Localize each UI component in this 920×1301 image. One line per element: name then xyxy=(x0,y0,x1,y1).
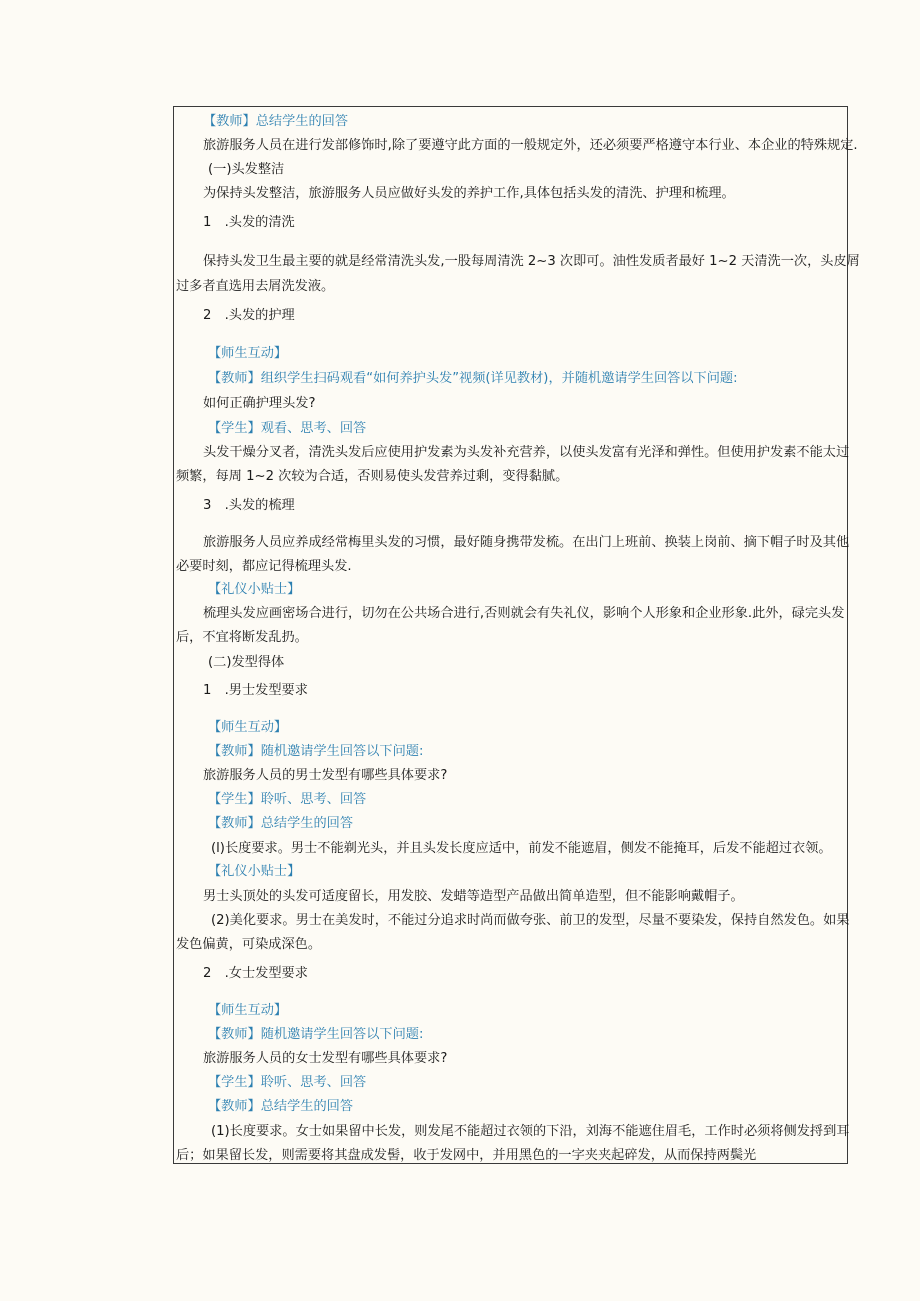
text-line-0: 【教师】总结学生的回答 xyxy=(203,114,349,129)
text-line-3: 为保持头发整洁，旅游服务人员应做好头发的养护工作,具体包括头发的清洗、护理和梳理。 xyxy=(203,186,735,201)
text-line-8: 【师生互动】 xyxy=(208,346,288,361)
text-line-25: 【学生】聆听、思考、回答 xyxy=(208,792,367,807)
text-line-31: 发色偏黄，可染成深色。 xyxy=(176,937,322,952)
text-line-35: 旅游服务人员的女士发型有哪些具体要求? xyxy=(203,1051,448,1066)
text-line-20: (二)发型得体 xyxy=(208,655,285,670)
text-line-30: (2)美化要求。男士在美发时，不能过分追求时尚而做夸张、前卫的发型，尽量不要染发，保持自然发色。如果 xyxy=(211,913,850,928)
text-line-29: 男士头顶处的头发可适度留长，用发胶、发蜡等造型产品做出简单造型，但不能影响戴帽子。 xyxy=(203,889,744,904)
text-line-7: 2 .头发的护理 xyxy=(203,308,295,323)
text-line-23: 【教师】随机邀请学生回答以下问题: xyxy=(208,744,424,759)
text-line-9: 【教师】组织学生扫码观看“如何养护头发”视频(详见教材)，并随机邀请学生回答以下问题: xyxy=(208,371,738,386)
text-line-15: 旅游服务人员应养成经常梅里头发的习惯，最好随身携带发梳。在出门上班前、换装上岗前、摘下帽子时及其他 xyxy=(203,535,850,550)
text-line-19: 后，不宜将断发乱扔。 xyxy=(176,630,308,645)
text-line-22: 【师生互动】 xyxy=(208,720,288,735)
text-line-28: 【礼仪小贴士】 xyxy=(208,864,301,879)
text-line-32: 2 .女士发型要求 xyxy=(203,966,308,981)
text-line-4: 1 .头发的清洗 xyxy=(203,215,295,230)
text-line-33: 【师生互动】 xyxy=(208,1003,288,1018)
text-line-10: 如何正确护理头发? xyxy=(203,396,316,411)
text-line-2: (一)头发整洁 xyxy=(208,162,285,177)
text-line-37: 【教师】总结学生的回答 xyxy=(208,1099,354,1114)
text-line-21: 1 .男士发型要求 xyxy=(203,683,308,698)
text-line-27: (l)长度要求。男士不能剃光头，并且头发长度应适中，前发不能遮眉，侧发不能掩耳，后发不能超过衣领。 xyxy=(211,841,832,856)
text-line-18: 梳理头发应画密场合进行，切勿在公共场合进行,否则就会有失礼仪，影响个人形象和企业形象.此外，碌完头发 xyxy=(203,606,845,621)
text-line-36: 【学生】聆听、思考、回答 xyxy=(208,1075,367,1090)
text-line-24: 旅游服务人员的男士发型有哪些具体要求? xyxy=(203,768,448,783)
text-line-26: 【教师】总结学生的回答 xyxy=(208,816,354,831)
text-line-17: 【礼仪小贴士】 xyxy=(208,582,301,597)
text-line-34: 【教师】随机邀请学生回答以下问题: xyxy=(208,1027,424,1042)
text-line-5: 保持头发卫生最主要的就是经常清洗头发,一股每周清洗 2~3 次即可。油性发质者最好 1~2 天清洗一次，头皮屑 xyxy=(203,254,860,269)
text-line-16: 必要时刻，都应记得梳理头发. xyxy=(176,559,352,574)
text-line-6: 过多者直选用去屑洗发液。 xyxy=(176,279,335,294)
text-line-38: (1)长度要求。女士如果留中长发，则发尾不能超过衣领的下沿，刘海不能遮住眉毛，工作时必须将侧发捋到耳 xyxy=(211,1124,850,1139)
text-line-1: 旅游服务人员在进行发部修饰时,除了要遵守此方面的一般规定外，还必须要严格遵守本行业、本企业的特殊规定. xyxy=(203,138,858,153)
text-line-11: 【学生】观看、思考、回答 xyxy=(208,421,367,436)
text-line-39: 后；如果留长发，则需要将其盘成发髻，收于发网中，并用黑色的一字夹夹起碎发，从而保持两鬓光 xyxy=(176,1148,757,1163)
text-line-13: 频繁，每周 1~2 次较为合适，否则易使头发营养过剩，变得黏腻。 xyxy=(176,469,569,484)
text-line-14: 3 .头发的梳理 xyxy=(203,498,295,513)
text-line-12: 头发干燥分叉者，清洗头发后应使用护发素为头发补充营养，以使头发富有光泽和弹性。但使用护发素不能太过 xyxy=(203,445,850,460)
